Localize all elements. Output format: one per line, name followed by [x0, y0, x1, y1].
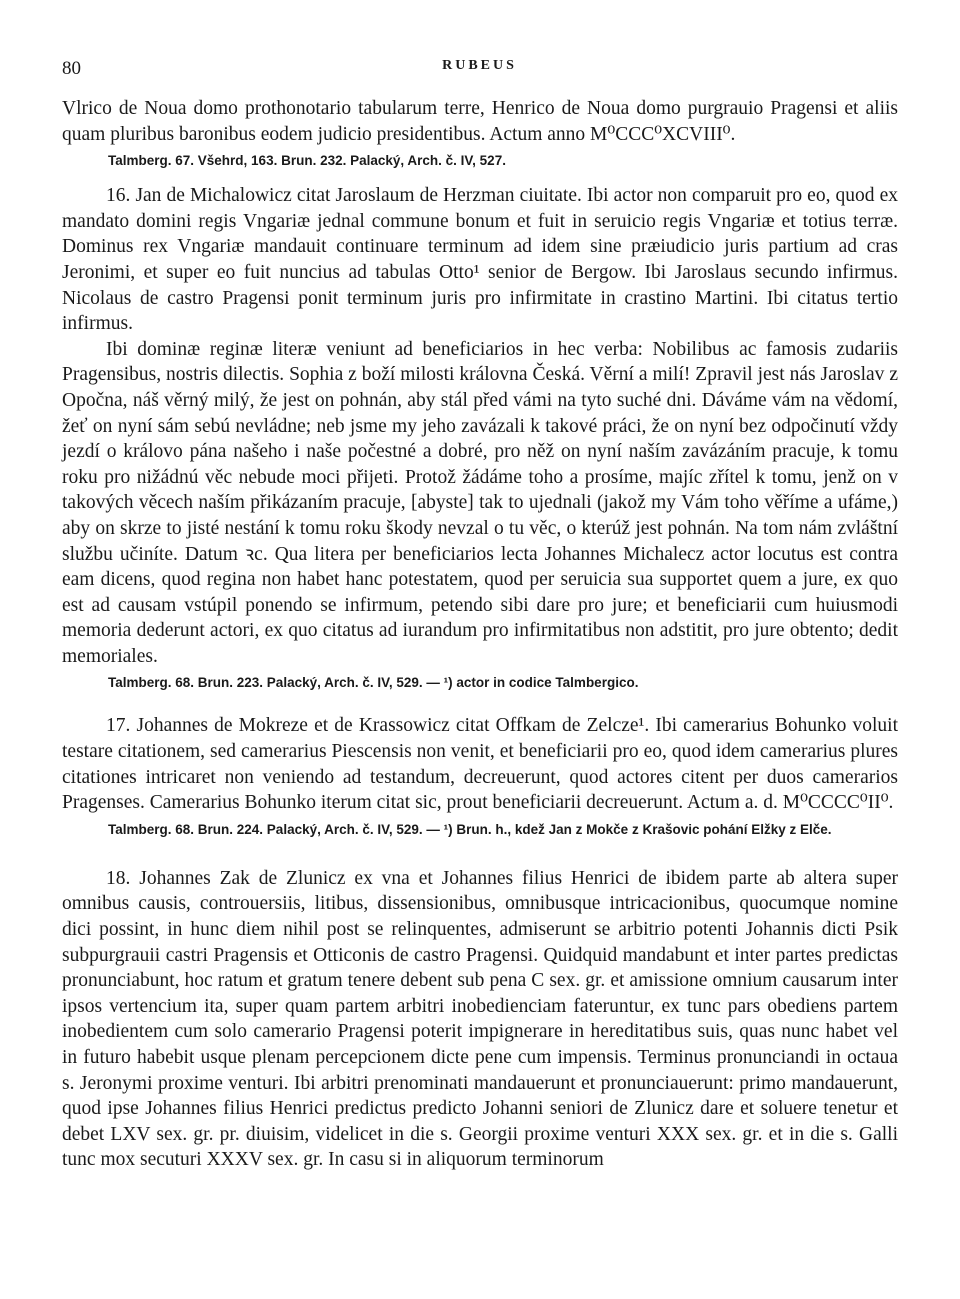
intro-paragraph: Vlrico de Noua domo prothonotario tabularum terre, Henrico de Noua domo purgrauio Pragensi et aliis quam pluribus baronibus eodem judicio presidentibus. Actum anno M⁰CCC⁰XCVIII⁰.: [62, 98, 898, 145]
page-number: 80: [62, 58, 81, 79]
intro-source-note: Talmberg. 67. Všehrd, 163. Brun. 232. Palacký, Arch. č. IV, 527.: [108, 153, 506, 169]
entry-16-paragraph-2: Ibi dominæ reginæ literæ veniunt ad beneficiarios in hec verba: Nobilibus ac famosis zudariis Pragensibus, nostris dilectis. Sophia z boží milosti královna Česká. Věrní a milí! Zpravil jest nás Jaroslav z Opočna, náš věrný milý, že jest on pohnán, aby stál před vámi na tyto suché dni. Dáváme vám na vědomí, žeť on nyní sám sebú nevládne; neb jsme my jeho zavázali k takové práci, že on nyní bez odpočinutí vždy jezdí o královo pána našeho i naše počestné a dobré, pro něž on nyní naším zavázáním pracuje, k tomu roku pro nižádnú věc nebude moci přijeti. Protož žádáme toho a prosíme, majíc zřítel k tomu, jenž on v takových věcech naším přikázaním pracuje, [abyste] tak to ujednali (jakož my Vám toho věříme a ufáme,) aby on skrze to jisté nestání k tomu roku škody nevzal o tu věc, o kterúž jest pohnán. Na tom nám zvláštní službu učiníte. Datum ꝛc. Qua litera per beneficiarios lecta Johannes Michalecz actor locutus est contra eam dicens, quod regina non habet hanc potestatem, quod per seruicia sua supportet quem a jure, ex quo est ad causam vstúpil ponendo se infirmum, petendo sibi dare pro jure; et beneficiarii cum huiusmodi memoria dederunt actori, ex quo citatus ad iurandum pro infirmitatibus non adstitit, pro jure obtento; dedit memoriales.: [62, 338, 898, 667]
page-header: [62, 58, 897, 82]
entry-18-paragraph: 18. Johannes Zak de Zlunicz ex vna et Johannes filius Henrici de ibidem parte ab altera super omnibus causis, controuersiis, litibus, dissensionibus, omnibusque intricacionibus, quocumque nomine dici possint, in hunc diem nihil post se relinquentes, admiserunt se arbitrio potenti Johannis dicti Psik subpurgrauii castri Pragensis et Otticonis de castro Pragensi. Quidquid mandabunt et inter partes predictas pronunciabunt, hoc ratum et gratum tenere debent sub pena C sex. gr. et amissione omnium causarum inter ipsos vertencium ita, super quam partem arbitri inobedienciam fateruntur, ex tunc pars obediens partem inobedientem cum solo camerario Pragensi poterit impignerare in hereditatibus suis, quas nunc habet vel in futuro habebit usque plenam percepcionem dicte pene cum impensis. Terminus pronunciandi in octaua s. Jeronymi proxime venturi. Ibi arbitri prenominati mandauerunt et pronunciauerunt: primo mandauerunt, quod ipse Johannes filius Henrici predictus predicto Johanni seniori de Zlunicz dare et soluere tenetur et debet LXV sex. gr. pr. diuisim, videlicet in die s. Georgii proxime venturi XXX sex. gr. et in die s. Galli tunc mox secuturi XXXV sex. gr. In casu si in aliquorum terminorum: [62, 867, 898, 1171]
entry-16-paragraph-1: 16. Jan de Michalowicz citat Jaroslaum de Herzman ciuitate. Ibi actor non comparuit pro eo, quod ex mandato domini regis Vngariæ jednal commune bonum et fuit in seruicio regis Vngariæ et totius terræ. Dominus rex Vngariæ mandauit continuare terminum ad idem sine præiudicio juris partium ad cras Jeronimi, et super eo fuit nuncius ad tabulas Otto¹ senior de Bergow. Ibi Jaroslaus secundo infirmus. Nicolaus de castro Pragensi ponit terminum juris pro infirmitate in crastino Martini. Ibi citatus tertio infirmus.: [62, 185, 898, 335]
entry-17-paragraph: 17. Johannes de Mokreze et de Krassowicz citat Offkam de Zelcze¹. Ibi camerarius Bohunko voluit testare citationem, sed camerarius Piescensis non venit, et beneficiarii pro eo, quod idem camerarius plures citationes intricaret non veniendo ad testandum, decreuerunt, quod actores citent per duos camerarios Pragenses. Camerarius Bohunko iterum citat sic, prout beneficiarii decreuerunt. Actum a. d. M⁰CCCC⁰II⁰.: [62, 715, 898, 814]
entry-16-source-note: Talmberg. 68. Brun. 223. Palacký, Arch. č. IV, 529. — ¹) actor in codice Talmbergico.: [108, 675, 639, 691]
entry-17-source-note: Talmberg. 68. Brun. 224. Palacký, Arch. č. IV, 529. — ¹) Brun. h., kdež Jan z Mokče z Krašovic pohání Elžky z Elče.: [108, 821, 832, 837]
page-body: [62, 96, 898, 1173]
running-title: RUBEUS: [442, 58, 517, 73]
